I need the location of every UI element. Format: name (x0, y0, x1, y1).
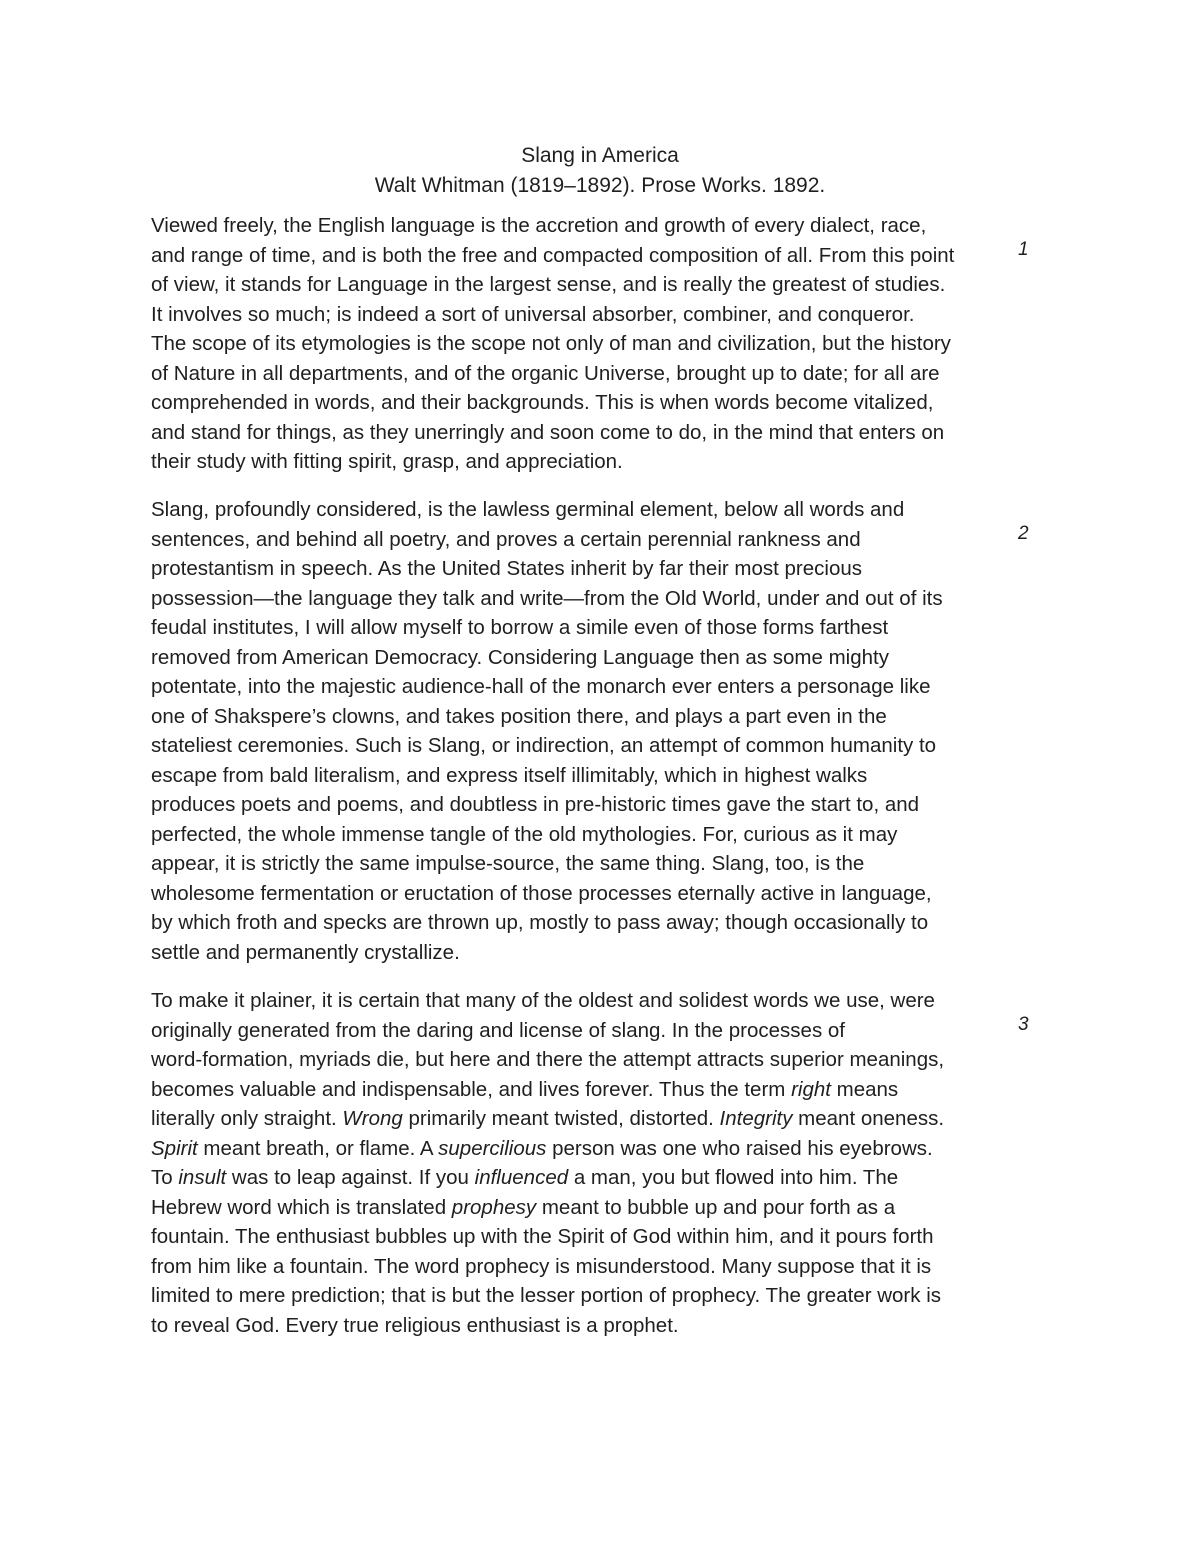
text-line (151, 525, 996, 555)
text-run: produces poets and poems, and doubtless in pre-historic times gave the start to, and (151, 793, 920, 816)
text-run: sentences, and behind all poetry, and proves a certain perennial rankness and (151, 527, 861, 551)
text-line (151, 643, 996, 673)
text-run: To make it plainer, it is certain that many of the oldest and solidest words we use, were (151, 989, 935, 1012)
text-run: becomes valuable and indispensable, and lives forever. Thus the term (151, 1077, 792, 1101)
text-line (151, 447, 996, 477)
text-run: stateliest ceremonies. Such is Slang, or indirection, an attempt of common humanity to (151, 734, 937, 757)
text-run: perfected, the whole immense tangle of the old mythologies. For, curious as it may (151, 822, 898, 846)
text-run: primarily meant twisted, distorted. (402, 1107, 720, 1130)
text-line (151, 879, 996, 909)
italic-term: Integrity (719, 1107, 793, 1130)
text-run: their study with fitting spirit, grasp, and appreciation. (151, 450, 623, 473)
text-run: a man, you but flowed into him. The (568, 1166, 899, 1189)
italic-term: Spirit (151, 1136, 198, 1160)
text-line (151, 820, 996, 850)
text-line (151, 938, 996, 968)
text-line (151, 270, 996, 300)
text-run: comprehended in words, and their backgrounds. This is when words become vitalized, (151, 391, 934, 414)
text-line (151, 731, 996, 761)
text-run: literally only straight. (151, 1107, 343, 1130)
text-line (151, 359, 996, 389)
text-run: Viewed freely, the English language is the accretion and growth of every dialect, race, (151, 214, 927, 237)
text-line (151, 584, 996, 614)
text-run: feudal institutes, I will allow myself to borrow a simile even of those forms farthest (151, 616, 889, 639)
text-line (151, 761, 996, 791)
text-run: possession—the language they talk and write—from the Old World, under and out of its (151, 586, 943, 610)
text-run: means (830, 1077, 899, 1101)
paragraph-3 (151, 986, 996, 1340)
text-line (151, 702, 996, 732)
text-run: and stand for things, as they unerringly and soon come to do, in the mind that enters on (151, 420, 945, 444)
text-line (151, 418, 996, 448)
paragraph-number: 3 (1018, 1014, 1029, 1035)
text-line (151, 1252, 996, 1282)
text-run: wholesome fermentation or eructation of those processes eternally active in language, (151, 881, 932, 905)
text-run: by which froth and specks are thrown up, mostly to pass away; though occasionally to (151, 911, 929, 934)
text-line (151, 329, 996, 359)
text-line (151, 388, 996, 418)
text-run: was to leap against. If you (226, 1166, 475, 1189)
text-line (151, 1222, 996, 1252)
text-line (151, 300, 996, 330)
text-line (151, 1311, 996, 1341)
text-run: potentate, into the majestic audience-hall of the monarch ever enters a personage like (151, 675, 931, 698)
italic-term: right (791, 1077, 831, 1101)
text-line (151, 1016, 996, 1046)
text-run: person was one who raised his eyebrows. (546, 1136, 933, 1160)
text-run: of view, it stands for Language in the largest sense, and is really the greatest of studies. (151, 273, 946, 296)
text-run: to reveal God. Every true religious enthusiast is a prophet. (151, 1313, 679, 1337)
text-run: meant breath, or flame. A (197, 1136, 439, 1160)
italic-term: Wrong (342, 1107, 403, 1130)
text-run: To (151, 1166, 179, 1189)
text-run: and range of time, and is both the free and compacted composition of all. From this point (151, 243, 955, 267)
text-run: fountain. The enthusiast bubbles up with the Spirit of God within him, and it pours forth (151, 1225, 934, 1248)
text-run: from him like a fountain. The word prophecy is misunderstood. Many suppose that it is (151, 1254, 932, 1278)
paragraph-2 (151, 495, 996, 967)
text-line (151, 908, 996, 938)
text-line (151, 1075, 996, 1105)
text-line (151, 1193, 996, 1223)
text-run: Slang, profoundly considered, is the lawless germinal element, below all words and (151, 498, 905, 521)
text-run: meant to bubble up and pour forth as a (536, 1195, 896, 1219)
text-run: settle and permanently crystallize. (151, 940, 460, 964)
text-run: Hebrew word which is translated (151, 1195, 452, 1219)
paragraph-number: 2 (1018, 523, 1029, 544)
italic-term: supercilious (438, 1136, 547, 1160)
text-line (151, 1281, 996, 1311)
text-line (151, 554, 996, 584)
text-line (151, 986, 996, 1016)
text-line (151, 241, 996, 271)
text-run: protestantism in speech. As the United States inherit by far their most precious (151, 557, 863, 580)
text-run: originally generated from the daring and license of slang. In the processes of (151, 1018, 845, 1042)
text-line (151, 211, 996, 241)
text-run: limited to mere prediction; that is but the lesser portion of prophecy. The greater work is (151, 1284, 942, 1307)
document-title: Slang in America (521, 144, 679, 167)
text-line (151, 672, 996, 702)
text-run: of Nature in all departments, and of the organic Universe, brought up to date; for all are (151, 361, 940, 385)
italic-term: prophesy (451, 1195, 537, 1219)
text-line (151, 790, 996, 820)
text-run: removed from American Democracy. Considering Language then as some mighty (151, 645, 889, 669)
text-run: meant oneness. (792, 1107, 945, 1130)
text-run: It involves so much; is indeed a sort of universal absorber, combiner, and conqueror. (151, 302, 915, 326)
text-line (151, 613, 996, 643)
text-run: escape from bald literalism, and express itself illimitably, which in highest walks (151, 763, 868, 787)
text-line (151, 1163, 996, 1193)
paragraph-1 (151, 211, 996, 477)
text-line (151, 495, 996, 525)
italic-term: insult (178, 1166, 227, 1189)
text-run: one of Shakspere’s clowns, and takes position there, and plays a part even in the (151, 704, 887, 728)
text-line (151, 1104, 996, 1134)
text-line (151, 849, 996, 879)
paragraph-number: 1 (1018, 239, 1029, 260)
text-run: The scope of its etymologies is the scope not only of man and civilization, but the history (151, 332, 951, 355)
italic-term: influenced (474, 1166, 569, 1189)
text-line (151, 1134, 996, 1164)
document-subtitle: Walt Whitman (1819–1892). Prose Works. 1892. (374, 174, 826, 197)
text-line (151, 1045, 996, 1075)
text-run: appear, it is strictly the same impulse-source, the same thing. Slang, too, is the (151, 852, 865, 875)
text-run: word-formation, myriads die, but here and there the attempt attracts superior meanings, (151, 1048, 945, 1071)
